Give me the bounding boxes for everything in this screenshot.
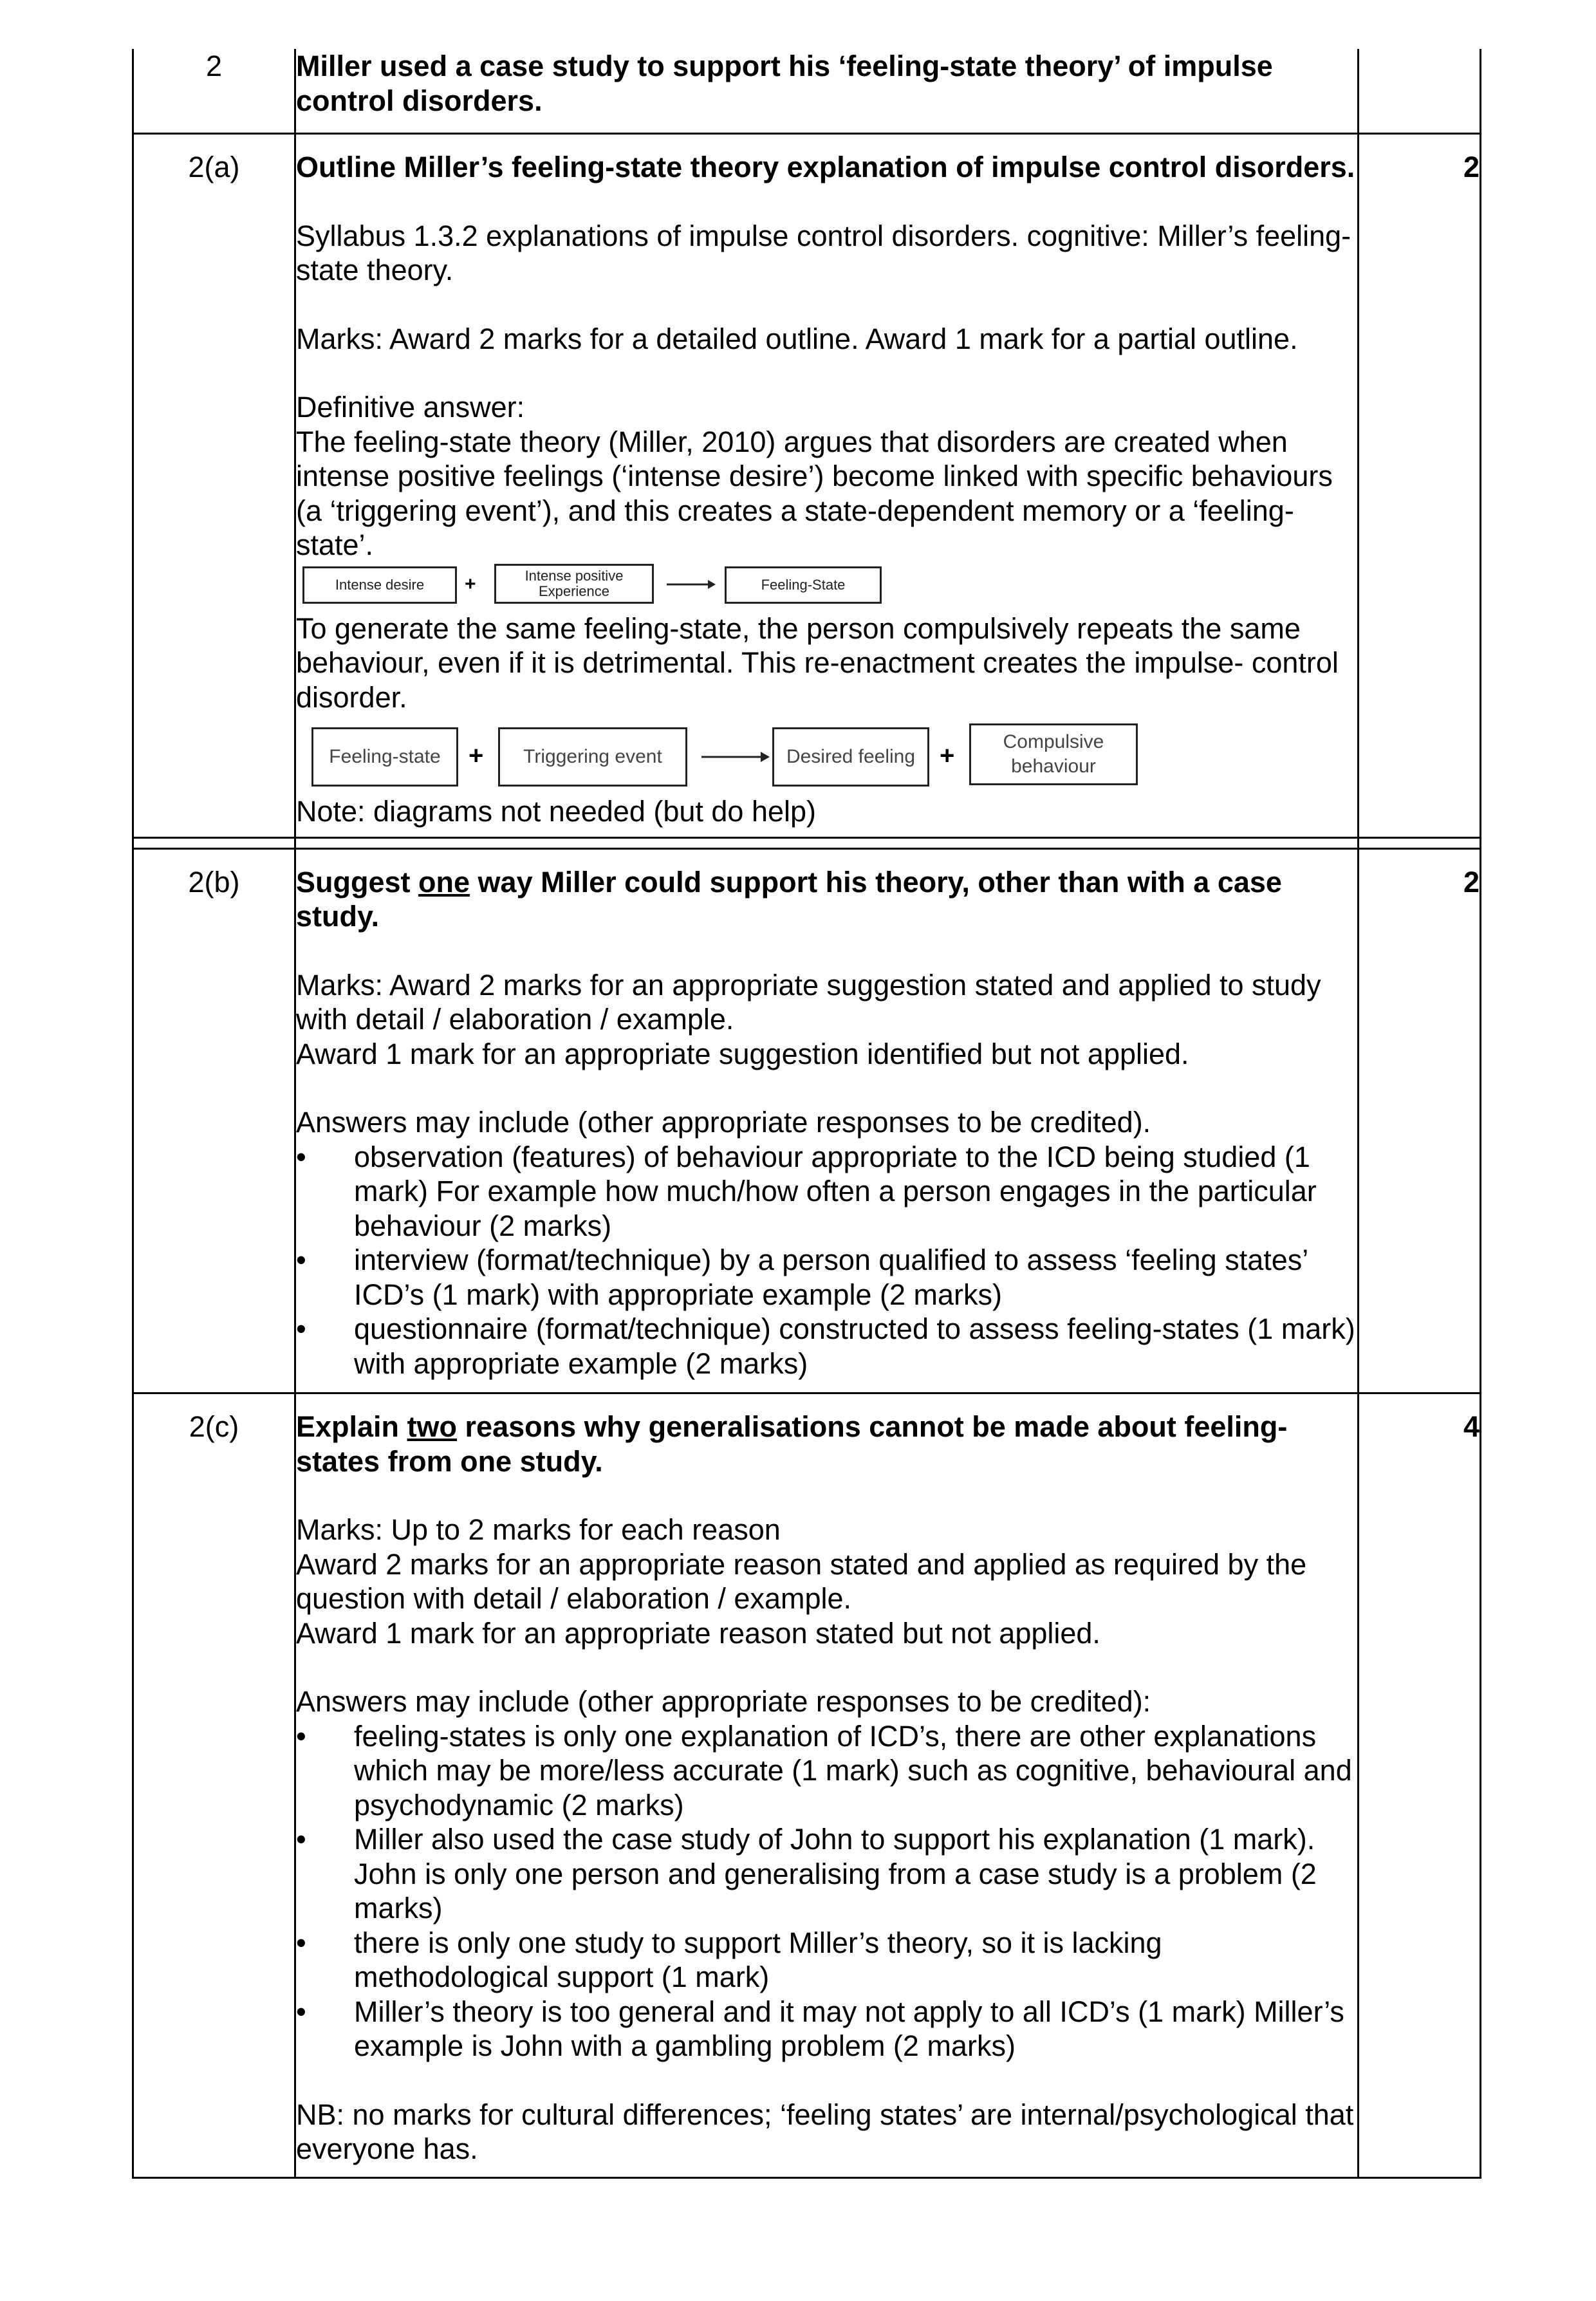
diagram-box: Intense positive Experience <box>494 564 654 604</box>
list-item: • Miller’s theory is too general and it may not apply to all ICD’s (1 mark) Miller’s example is John with a gambling problem (2 marks) <box>296 1995 1357 2063</box>
answer-bullets <box>296 1140 1357 1381</box>
syllabus-text: Syllabus 1.3.2 explanations of impulse control disorders. cognitive: Miller’s feeling-state theory. <box>296 219 1351 286</box>
question-number: 2(a) <box>133 134 295 838</box>
marking-guidance: Marks: Award 2 marks for an appropriate suggestion stated and applied to study with detail / elaboration / example. <box>296 968 1321 1036</box>
mark-scheme-page <box>132 49 1480 2179</box>
question-text: Explain two reasons why generalisations cannot be made about feeling-states from one study. <box>296 1410 1288 1478</box>
row-q2c <box>133 1393 1481 2178</box>
row-q2a <box>133 134 1481 838</box>
answer-cell <box>295 134 1359 838</box>
question-number: 2(b) <box>133 848 295 1393</box>
plus-sign: + <box>940 741 955 770</box>
arrow-icon <box>700 749 771 765</box>
answer-paragraph: The feeling-state theory (Miller, 2010) argues that disorders are created when intense positive feelings (‘intense desire’) become linked with specific behaviours (a ‘triggering event’), and this creates a state-dependent memory or a ‘feeling-state’. <box>296 425 1333 561</box>
diagram-box: Feeling-State <box>725 566 882 604</box>
list-item: • questionnaire (format/technique) constructed to assess feeling-states (1 mark) with appropriate example (2 marks) <box>296 1312 1357 1381</box>
answers-intro: Answers may include (other appropriate responses to be credited): <box>296 1685 1151 1718</box>
list-item: • Miller also used the case study of John to support his explanation (1 mark). John is only one person and generalising from a case study is a problem (2 marks) <box>296 1822 1357 1926</box>
question-text: Outline Miller’s feeling-state theory explanation of impulse control disorders. <box>296 151 1355 183</box>
answer-cell <box>295 848 1359 1393</box>
diagram-box: Triggering event <box>498 727 687 787</box>
row-q2 <box>133 49 1481 134</box>
list-item: • feeling-states is only one explanation of ICD’s, there are other explanations which may be more/less accurate (1 mark) such as cognitive, behavioural and psychodynamic (2 marks) <box>296 1719 1357 1823</box>
note-text: Note: diagrams not needed (but do help) <box>296 795 817 828</box>
marks-value: 2 <box>1359 848 1481 1393</box>
definitive-label: Definitive answer: <box>296 391 525 424</box>
question-stem: Miller used a case study to support his ‘feeling-state theory’ of impulse control disorders. <box>295 49 1359 134</box>
marks-value: 4 <box>1359 1393 1481 2178</box>
marking-guidance: Award 1 mark for an appropriate suggestion identified but not applied. <box>296 1037 1189 1070</box>
marking-guidance: Marks: Up to 2 marks for each reason <box>296 1513 781 1546</box>
diagram-box: Feeling-state <box>311 727 458 787</box>
question-number: 2(c) <box>133 1393 295 2178</box>
nb-text: NB: no marks for cultural differences; ‘feeling states’ are internal/psychological that everyone has. <box>296 2098 1354 2165</box>
marks-cell <box>1359 49 1481 134</box>
arrow-icon <box>665 577 717 592</box>
diagram-box: Intense desire <box>302 566 457 604</box>
marking-guidance: Award 1 mark for an appropriate reason stated but not applied. <box>296 1616 1100 1650</box>
marks-value: 2 <box>1359 134 1481 838</box>
answer-paragraph: To generate the same feeling-state, the person compulsively repeats the same behaviour, even if it is detrimental. This re-enactment creates the impulse- control disorder. <box>296 611 1339 714</box>
list-item: • there is only one study to support Miller’s theory, so it is lacking methodological support (1 mark) <box>296 1926 1357 1995</box>
compulsion-diagram <box>296 721 1357 792</box>
row-q2b <box>133 848 1481 1393</box>
plus-sign: + <box>465 573 476 595</box>
question-text: Suggest one way Miller could support his theory, other than with a case study. <box>296 865 1282 933</box>
marking-guidance: Marks: Award 2 marks for a detailed outline. Award 1 mark for a partial outline. <box>296 322 1298 355</box>
list-item: • observation (features) of behaviour appropriate to the ICD being studied (1 mark) For example how much/how often a person engages in the particular behaviour (2 marks) <box>296 1140 1357 1244</box>
row-separator <box>133 837 1481 848</box>
answer-bullets <box>296 1719 1357 2063</box>
marking-guidance: Award 2 marks for an appropriate reason stated and applied as required by the question with detail / elaboration / example. <box>296 1547 1307 1615</box>
diagram-box: Desired feeling <box>772 727 929 787</box>
mark-scheme-table <box>132 49 1481 2179</box>
diagram-box: Compulsive behaviour <box>969 723 1138 785</box>
answers-intro: Answers may include (other appropriate responses to be credited). <box>296 1106 1151 1139</box>
feeling-state-diagram <box>296 563 1357 611</box>
list-item: • interview (format/technique) by a person qualified to assess ‘feeling states’ ICD’s (1 mark) with appropriate example (2 marks) <box>296 1243 1357 1312</box>
question-number: 2 <box>133 49 295 134</box>
plus-sign: + <box>469 741 484 770</box>
answer-cell <box>295 1393 1359 2178</box>
